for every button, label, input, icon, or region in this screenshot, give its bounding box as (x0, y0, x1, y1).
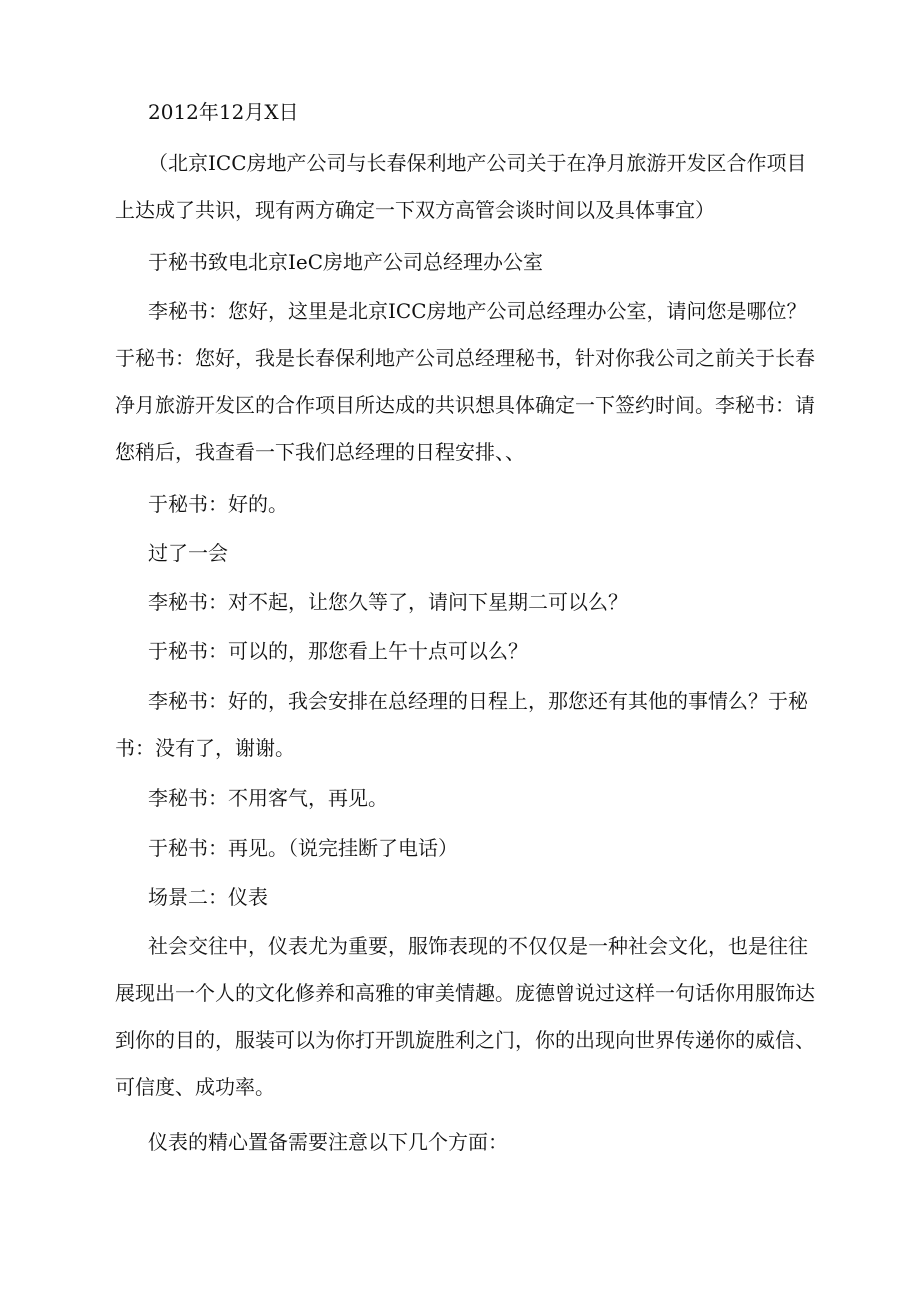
body-paragraph: 社会交往中，仪表尤为重要，服饰表现的不仅仅是一种社会文化，也是往往展现出一个人的文化修养和高雅的审美情趣。庞德曾说过这样一句话你用服饰达到你的目的，服装可以为你打开凯旋胜利之门，你的出现向世界传递你的威信、可信度、成功率。 (115, 934, 815, 1099)
dialogue-paragraph: 李秘书：您好，这里是北京ICC房地产公司总经理办公室，请问您是哪位？于秘书：您好，我是长春保利地产公司总经理秘书，针对你我公司之前关于长春净月旅游开发区的合作项目所达成的共识想具体确定一下签约时间。李秘书：请您稍后，我查看一下我们总经理的日程安排、、 (115, 299, 815, 464)
context-note: （北京ICC房地产公司与长春保利地产公司关于在净月旅游开发区合作项目上达成了共识，现有两方确定一下双方高管会谈时间以及具体事宜） (115, 151, 807, 222)
dialogue-line: 李秘书：对不起，让您久等了，请问下星期二可以么？ (148, 590, 628, 614)
dialogue-paragraph: 李秘书：好的，我会安排在总经理的日程上，那您还有其他的事情么？于秘书：没有了，谢谢。 (115, 689, 808, 760)
narration-line: 过了一会 (148, 541, 228, 565)
body-paragraph: 仪表的精心置备需要注意以下几个方面： (148, 1130, 508, 1154)
dialogue-line: 李秘书：不用客气，再见。 (148, 786, 388, 810)
date-line: 2012年12月X日 (148, 100, 299, 124)
dialogue-line: 于秘书：可以的，那您看上午十点可以么？ (148, 639, 528, 663)
section-heading: 场景二：仪表 (148, 885, 268, 909)
scene-heading: 于秘书致电北京IeC房地产公司总经理办公室 (148, 250, 544, 274)
dialogue-line: 于秘书：好的。 (148, 492, 288, 516)
dialogue-line: 于秘书：再见。（说完挂断了电话） (148, 836, 458, 860)
